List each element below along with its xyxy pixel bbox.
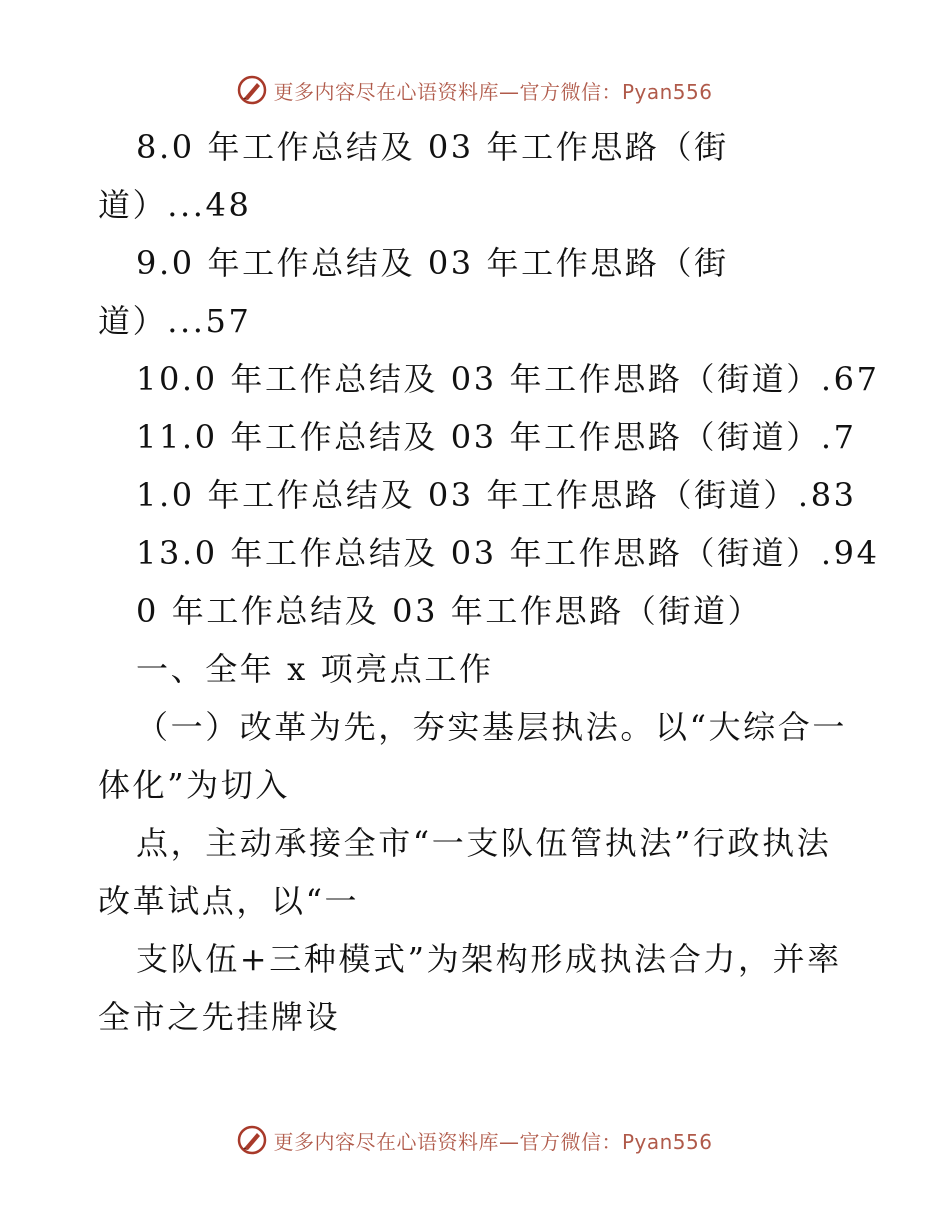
footer-banner (0, 1120, 950, 1160)
section-heading: 一、全年 x 项亮点工作 (136, 650, 494, 688)
text-line: 8.0 年工作总结及 03 年工作思路（街 (136, 128, 729, 166)
paragraph-line: 体化”为切入 (98, 766, 290, 804)
footer-banner-text: 更多内容尽在心语资料库—官方微信：Pyan556 (273, 1129, 713, 1154)
text-line: 9.0 年工作总结及 03 年工作思路（街 (136, 244, 729, 282)
paragraph-line: 支队伍+三种模式”为架构形成执法合力，并率 (136, 940, 842, 978)
header-banner-text: 更多内容尽在心语资料库—官方微信：Pyan556 (273, 79, 713, 104)
text-line: 道）...57 (98, 302, 252, 340)
text-line: 13.0 年工作总结及 03 年工作思路（街道）.94 (136, 534, 880, 572)
header-banner (0, 70, 950, 110)
text-line: 10.0 年工作总结及 03 年工作思路（街道）.67 (136, 360, 880, 398)
text-line: 道）...48 (98, 186, 252, 224)
pen-logo-icon (237, 75, 267, 105)
paragraph-line: 点，主动承接全市“一支队伍管执法”行政执法 (136, 824, 832, 862)
document-body (98, 118, 880, 1046)
text-line: 1.0 年工作总结及 03 年工作思路（街道）.83 (136, 476, 857, 514)
pen-logo-icon (237, 1125, 267, 1155)
text-line: 11.0 年工作总结及 03 年工作思路（街道）.7 (136, 418, 857, 456)
section-title: 0 年工作总结及 03 年工作思路（街道） (136, 592, 763, 630)
paragraph-line: 全市之先挂牌设 (98, 998, 341, 1036)
paragraph-line: 改革试点，以“一 (98, 882, 360, 920)
paragraph-line: （一）改革为先，夯实基层执法。以“大综合一 (136, 708, 847, 746)
